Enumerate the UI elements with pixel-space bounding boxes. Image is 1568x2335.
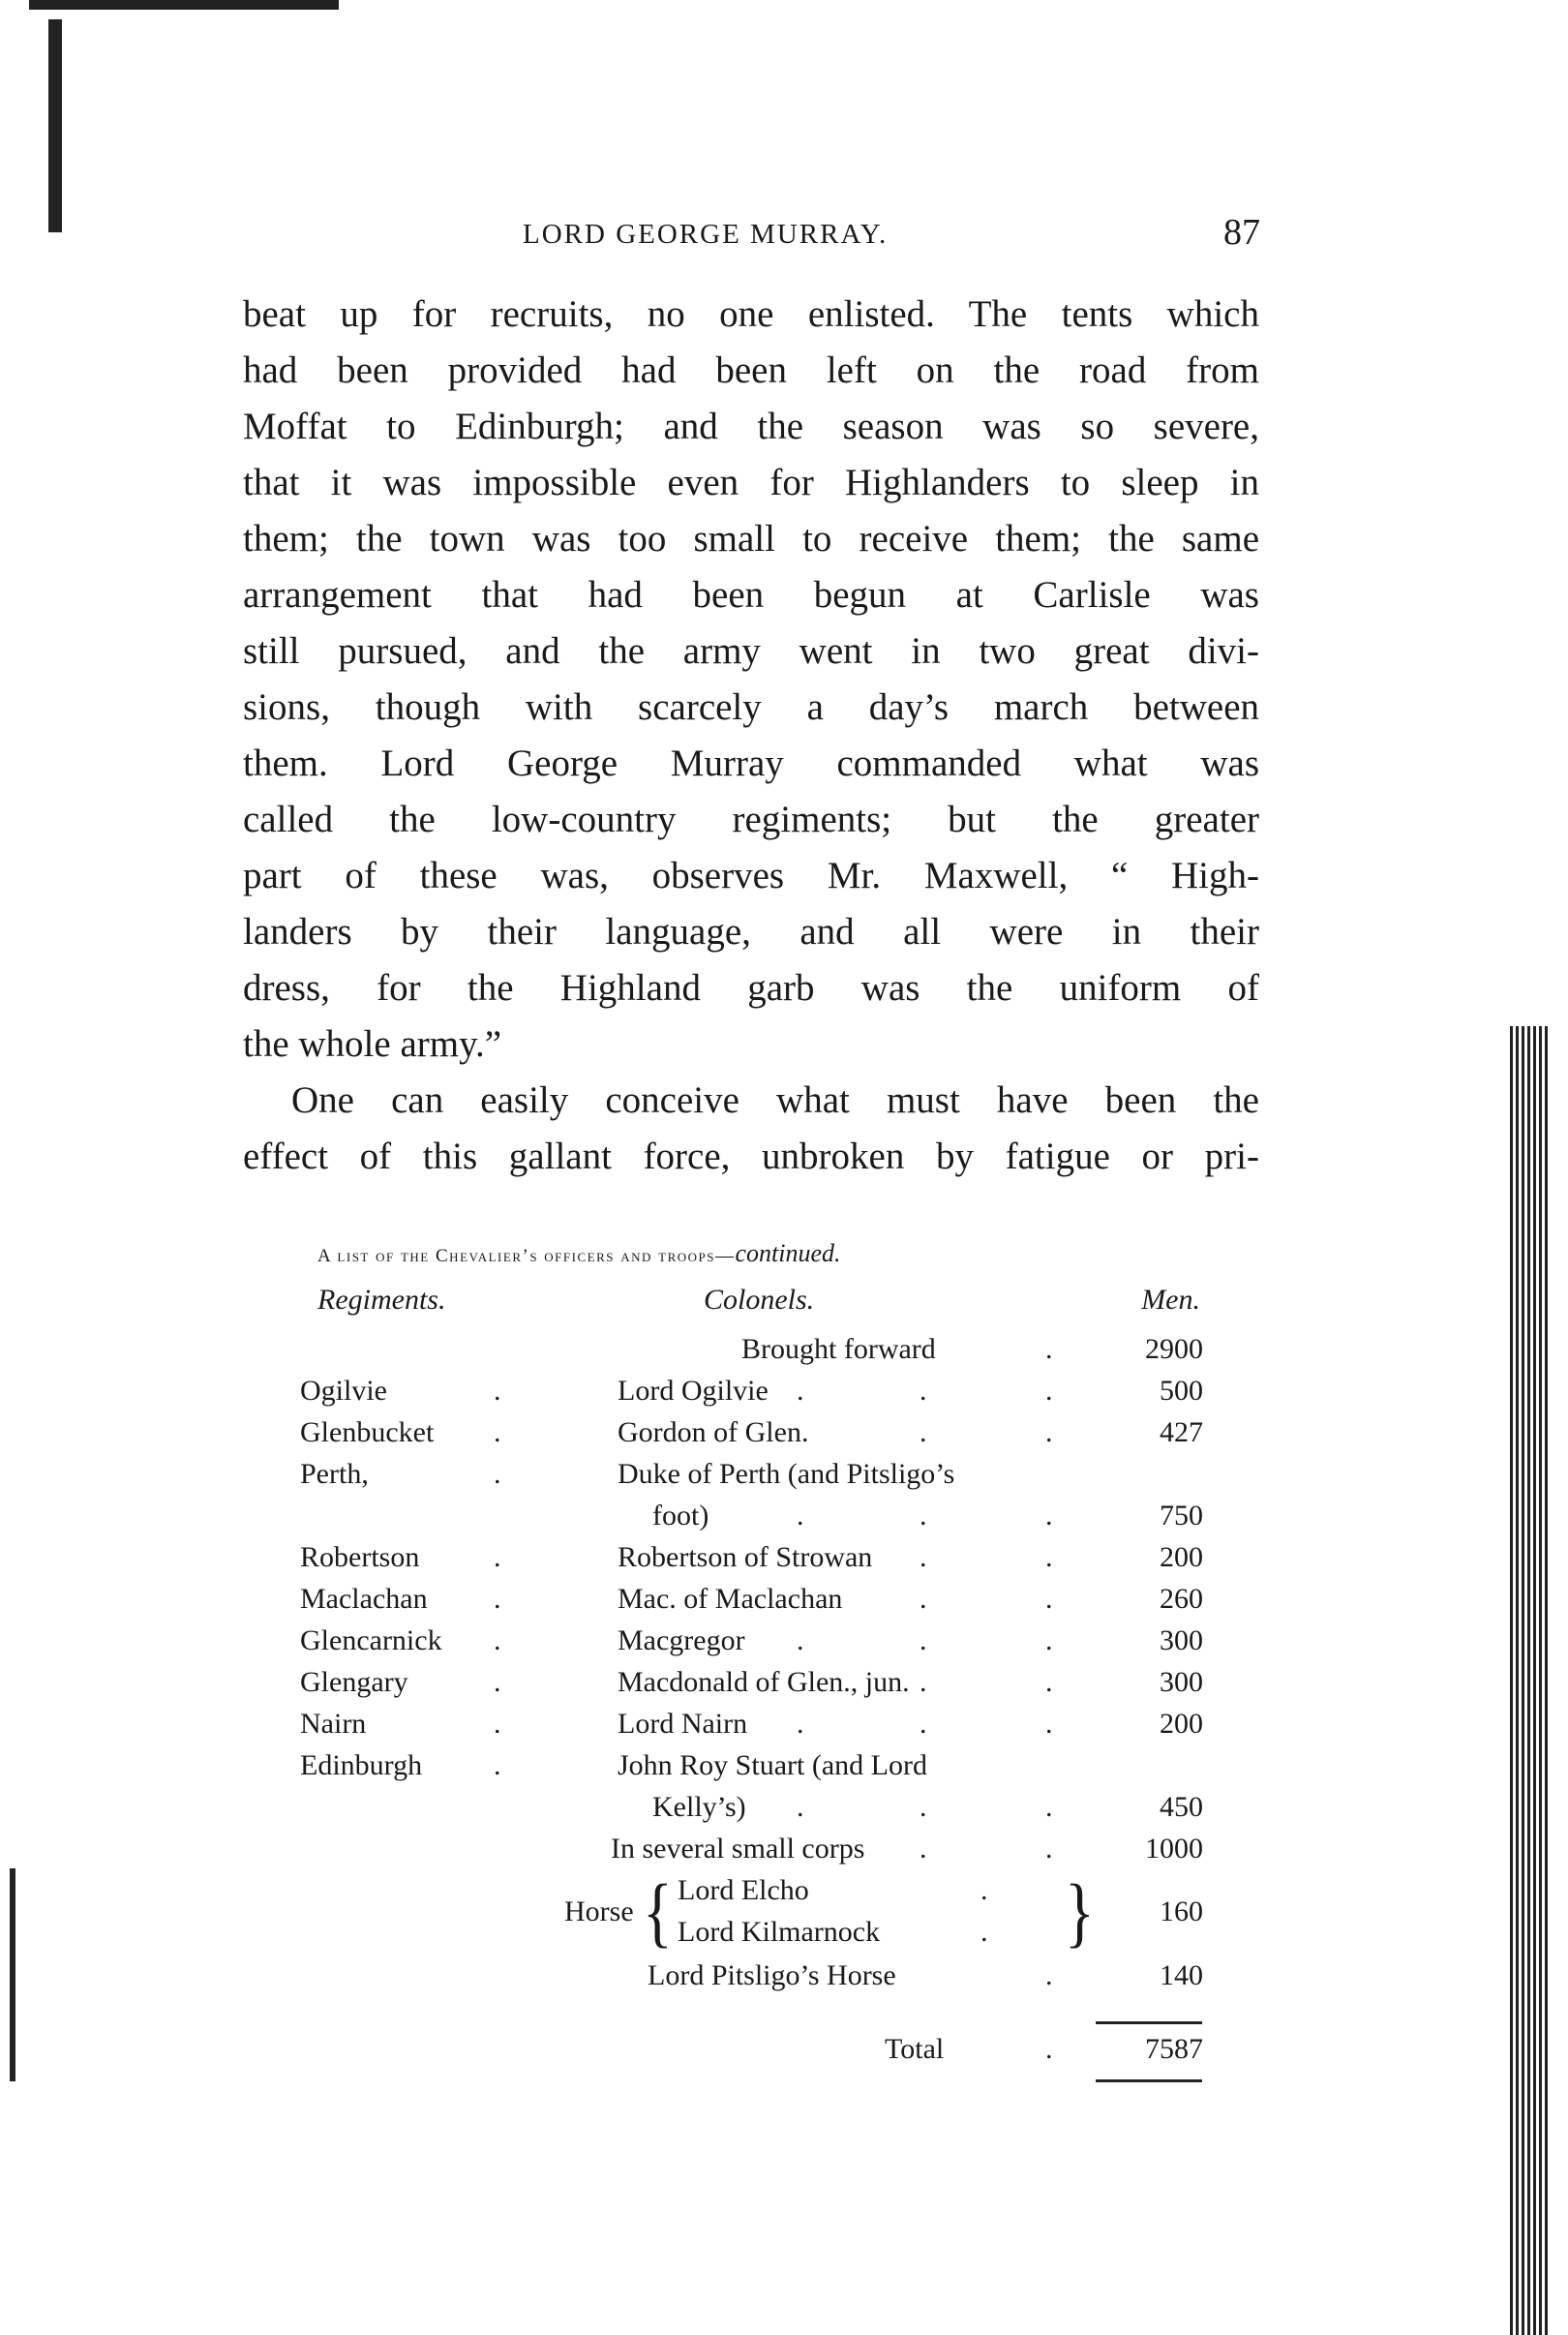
leader-dot: . xyxy=(1045,1708,1053,1740)
text-line: called the low-country regiments; but the greater xyxy=(243,799,1259,840)
text-line: Moffat to Edinburgh; and the season was so severe, xyxy=(243,406,1259,447)
regiment: Ogilvie xyxy=(300,1375,387,1407)
colonel: Lord Elcho xyxy=(678,1874,809,1906)
leader-dot: . xyxy=(797,1791,804,1823)
leader-dot: . xyxy=(920,1500,927,1531)
regiment: Maclachan xyxy=(300,1583,428,1615)
header-men: Men. xyxy=(1141,1284,1200,1316)
leader-dot: . xyxy=(920,1666,927,1698)
text-line: had been provided had been left on the road from xyxy=(243,349,1259,391)
leader-dot: . xyxy=(980,1874,988,1906)
colonel: Lord Nairn xyxy=(618,1708,748,1740)
colonel: Mac. of Maclachan xyxy=(618,1583,843,1615)
leader-dot: . xyxy=(797,1624,804,1656)
table-row xyxy=(0,1453,1568,1495)
leader-dot: . xyxy=(1045,1583,1053,1615)
left-brace: { xyxy=(643,1868,673,1955)
total-rule-top xyxy=(1096,2021,1202,2024)
colonel: Lord Ogilvie xyxy=(618,1375,769,1407)
table-row xyxy=(0,1620,1568,1661)
regiment: Edinburgh xyxy=(300,1749,423,1781)
colonel: In several small corps xyxy=(611,1833,865,1865)
colonel: Lord Pitsligo’s Horse xyxy=(648,1959,896,1991)
leader-dot: . xyxy=(494,1416,501,1448)
leader-dot: . xyxy=(1045,1624,1053,1656)
colonel: Macgregor xyxy=(618,1624,745,1656)
men-count: 140 xyxy=(1160,1959,1203,1991)
text-line: still pursued, and the army went in two great divi- xyxy=(243,630,1259,672)
text-line: effect of this gallant force, unbroken by fatigue or pri- xyxy=(243,1136,1259,1177)
leader-dot: . xyxy=(494,1541,501,1573)
men-count: 300 xyxy=(1160,1666,1203,1698)
text-line: arrangement that had been begun at Carlisle was xyxy=(243,574,1259,616)
leader-dot: . xyxy=(494,1666,501,1698)
table-row xyxy=(0,1411,1568,1453)
table-row-continued xyxy=(0,1495,1568,1536)
total-row xyxy=(0,2028,1568,2070)
leader-dot: . xyxy=(920,1708,927,1740)
body-text xyxy=(243,287,1259,1185)
leader-dot: . xyxy=(494,1708,501,1740)
text-line: the whole army.” xyxy=(243,1023,502,1065)
table-row xyxy=(0,1955,1568,1996)
leader-dot: . xyxy=(1045,1833,1053,1865)
text-line: sions, though with scarcely a day’s march between xyxy=(243,686,1259,728)
leader-dot: . xyxy=(1045,1333,1053,1365)
colonel: Robertson of Strowan xyxy=(618,1541,873,1573)
table-row xyxy=(0,1328,1568,1370)
men-count: 2900 xyxy=(1145,1333,1203,1365)
regiment: Glenbucket xyxy=(300,1416,435,1448)
men-count: 427 xyxy=(1160,1416,1203,1448)
leader-dot: . xyxy=(494,1624,501,1656)
header-colonels: Colonels. xyxy=(704,1284,815,1316)
leader-dot: . xyxy=(494,1749,501,1781)
leader-dot: . xyxy=(1045,1791,1053,1823)
running-head-title: LORD GEORGE MURRAY. xyxy=(523,219,889,250)
table-header xyxy=(0,1284,1568,1328)
text-line: beat up for recruits, no one enlisted. The tents which xyxy=(243,293,1259,335)
leader-dot: . xyxy=(797,1375,804,1407)
table-row xyxy=(0,1703,1568,1744)
text-line: that it was impossible even for Highlanders to sleep in xyxy=(243,462,1259,503)
leader-dot: . xyxy=(494,1583,501,1615)
leader-dot: . xyxy=(494,1375,501,1407)
officers-table xyxy=(0,1284,1568,2089)
text-line: part of these was, observes Mr. Maxwell, “ High- xyxy=(243,855,1259,896)
colonel: Macdonald of Glen., jun. xyxy=(618,1666,910,1698)
leader-dot: . xyxy=(1045,1500,1053,1531)
text-line: landers by their language, and all were in their xyxy=(243,911,1259,953)
colonel-continued: Kelly’s) xyxy=(652,1791,746,1823)
colonel: John Roy Stuart (and Lord xyxy=(618,1749,927,1781)
caption-text: A list of the Chevalier’s officers and troops— xyxy=(317,1246,736,1266)
regiment: Robertson xyxy=(300,1541,420,1573)
leader-dot: . xyxy=(920,1833,927,1865)
colonel: Lord Kilmarnock xyxy=(678,1916,881,1948)
brought-forward-label: Brought forward xyxy=(741,1333,936,1365)
leader-dot: . xyxy=(920,1541,927,1573)
men-count: 750 xyxy=(1160,1500,1203,1531)
text-line: dress, for the Highland garb was the uniform of xyxy=(243,967,1259,1009)
table-row xyxy=(0,1744,1568,1786)
leader-dot: . xyxy=(1045,1959,1053,1991)
leader-dot: . xyxy=(920,1791,927,1823)
leader-dot: . xyxy=(920,1624,927,1656)
leader-dot: . xyxy=(920,1375,927,1407)
running-head xyxy=(242,211,1260,254)
leader-dot: . xyxy=(1045,1416,1053,1448)
scan-edge-left xyxy=(48,19,62,232)
total-label: Total xyxy=(885,2033,945,2065)
leader-dot: . xyxy=(920,1583,927,1615)
table-row xyxy=(0,1661,1568,1703)
caption-italic: continued. xyxy=(735,1239,841,1267)
men-count: 500 xyxy=(1160,1375,1203,1407)
men-count: 200 xyxy=(1160,1708,1203,1740)
page-number: 87 xyxy=(1223,212,1260,253)
text-line: One can easily conceive what must have been the xyxy=(291,1079,1259,1121)
leader-dot: . xyxy=(1045,1666,1053,1698)
men-count: 200 xyxy=(1160,1541,1203,1573)
regiment: Glengary xyxy=(300,1666,408,1698)
men-count: 260 xyxy=(1160,1583,1203,1615)
regiment: Nairn xyxy=(300,1708,367,1740)
leader-dot: . xyxy=(980,1916,988,1948)
total-men: 7587 xyxy=(1145,2033,1203,2065)
table-caption xyxy=(317,1239,841,1268)
horse-row xyxy=(0,1869,1568,1955)
horse-label: Horse xyxy=(564,1895,634,1927)
men-count: 450 xyxy=(1160,1791,1203,1823)
men-count: 1000 xyxy=(1145,1833,1203,1865)
leader-dot: . xyxy=(1045,2033,1053,2065)
text-line: them. Lord George Murray commanded what was xyxy=(243,743,1259,784)
header-regiments: Regiments. xyxy=(317,1284,446,1316)
colonel: Gordon of Glen. xyxy=(618,1416,809,1448)
leader-dot: . xyxy=(797,1500,804,1531)
men-count: 300 xyxy=(1160,1624,1203,1656)
colonel-continued: foot) xyxy=(652,1500,709,1531)
men-count: 160 xyxy=(1160,1895,1203,1927)
table-row xyxy=(0,1578,1568,1620)
leader-dot: . xyxy=(1045,1541,1053,1573)
text-line: them; the town was too small to receive them; the same xyxy=(243,518,1259,560)
table-row-continued xyxy=(0,1786,1568,1828)
leader-dot: . xyxy=(920,1416,927,1448)
right-brace: } xyxy=(1065,1868,1095,1955)
table-row xyxy=(0,1536,1568,1578)
total-rule-bottom xyxy=(1096,2079,1202,2082)
colonel: Duke of Perth (and Pitsligo’s xyxy=(618,1458,955,1490)
table-row xyxy=(0,1370,1568,1411)
leader-dot: . xyxy=(494,1458,501,1490)
regiment: Perth, xyxy=(300,1458,369,1490)
leader-dot: . xyxy=(797,1708,804,1740)
leader-dot: . xyxy=(1045,1375,1053,1407)
table-row xyxy=(0,1828,1568,1869)
regiment: Glencarnick xyxy=(300,1624,442,1656)
scan-edge-top xyxy=(29,0,339,10)
